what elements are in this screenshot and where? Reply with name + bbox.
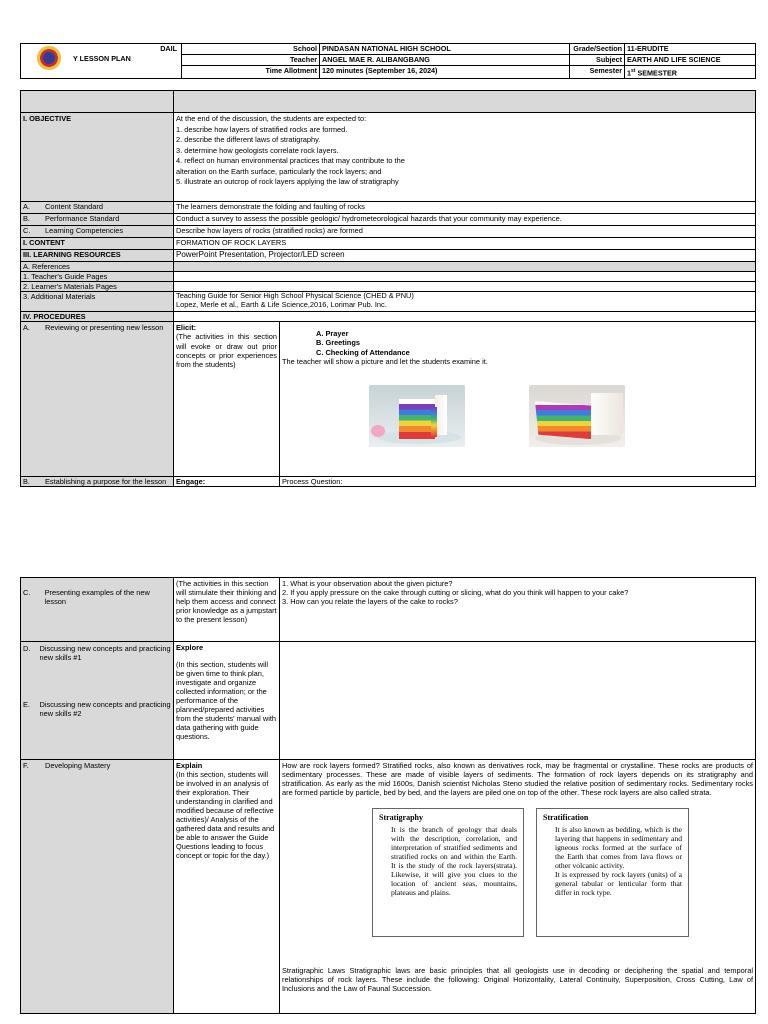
objective-item: 3. determine how geologists correlate rock layers. xyxy=(176,145,339,155)
reviewing-lesson-label: A. Reviewing or presenting new lesson xyxy=(21,322,174,477)
references-value xyxy=(174,262,756,272)
objective-item: 4. reflect on human environmental practices that may contribute to the xyxy=(176,156,405,166)
stratification-text-1: It is also known as bedding, which is the layering that happens in sedimentary and igneous rocks formed at the surface of the Earth that comes from lava flows or other volcanic activity. xyxy=(555,824,682,871)
explain-cell xyxy=(174,760,280,1014)
objective-cell xyxy=(174,113,756,202)
engage-description: (The activities in this section will stimulate their thinking and help them access and connect prior knowledge as a jumpstart to the present lesson) xyxy=(174,578,280,642)
checking-attendance: C. Checking of Attendance xyxy=(316,347,410,357)
resources-value: PowerPoint Presentation, Projector/LED screen xyxy=(174,250,756,262)
teacher-value: ANGEL MAE R. ALIBANGBANG xyxy=(320,55,570,66)
performance-standard-value: Conduct a survey to assess the possible geologic/ hydrometeorological hazards that your community may experience. xyxy=(174,214,756,226)
title-line1: DAIL xyxy=(160,44,177,53)
additional-materials-label: 3. Additional Materials xyxy=(21,292,174,312)
objective-label: I. OBJECTIVE xyxy=(21,113,174,202)
subject-value: EARTH AND LIFE SCIENCE xyxy=(625,55,756,66)
rock-layers-paragraph: How are rock layers formed? Stratified rocks, also known as derivatives rock, may be fragmental or crystalline. These rocks are products of sedimentary processes. These are made of visible layers of sediments. The formation of rock layers depends on its stratigraphy and stratification. As early as the mid 1600s, Danish scientist Nicholas Steno studied the relative position of sedimentary rocks. Sedimentary rocks are formed particle by particle, bed by bed, and the layers are piled one on top of the other. These rock layers are also called strata. xyxy=(282,761,753,798)
discussing-concepts-1-label: D. Discussing new concepts and practicing new skills #1 xyxy=(23,644,171,663)
lesson-plan-table-page2 xyxy=(20,577,756,1014)
process-question-3: 3. How can you relate the layers of the cake to rocks? xyxy=(282,597,458,607)
deped-seal-icon xyxy=(37,46,61,70)
stratification-box xyxy=(536,808,689,937)
stratigraphy-box xyxy=(372,808,524,937)
engage-title: Engage: xyxy=(174,477,280,487)
process-questions-cell xyxy=(280,578,756,642)
explain-content-cell xyxy=(280,760,756,1014)
content-label: I. CONTENT xyxy=(21,238,174,250)
stratigraphy-text: It is the branch of geology that deals with the description, correlation, and interpretation of stratified sediments and stratified rocks on and within the Earth. It is the study of the rock layers(strata). Likewise, it will give you clues to the location of ancient seas, mountains, plateaus and plains. xyxy=(391,824,517,898)
stratigraphy-title: Stratigraphy xyxy=(379,813,423,822)
teacher-label: Teacher xyxy=(182,55,320,66)
teachers-guide-label: 1. Teacher's Guide Pages xyxy=(21,272,174,282)
school-value: PINDASAN NATIONAL HIGH SCHOOL xyxy=(320,44,570,55)
semester-value: 1st SEMESTER xyxy=(625,66,756,79)
lesson-plan-table-page1 xyxy=(20,90,756,487)
learning-competencies-value: Describe how layers of rocks (stratified rocks) are formed xyxy=(174,226,756,238)
stratigraphic-laws-paragraph: Stratigraphic Laws Stratigraphic laws are basic principles that all geologists use in decoding or deciphering the spatial and temporal relationships of rock layers. These include the following: Original Horizontality, Lateral Continuity, Superposition, Cross Cutting, Law of Inclusions and the Law of Faunal Succession. xyxy=(282,966,753,994)
rainbow-cake-photo-1 xyxy=(369,385,465,447)
learners-materials-label: 2. Learner's Materials Pages xyxy=(21,282,174,292)
additional-material-1: Teaching Guide for Senior High School Physical Science (CHED & PNU) xyxy=(176,291,414,301)
establishing-purpose-label: B. Establishing a purpose for the lesson xyxy=(21,477,174,487)
objective-item: alteration on the Earth surface, particularly the rock layers; and xyxy=(176,166,382,176)
teacher-action: The teacher will show a picture and let the students examine it. xyxy=(282,356,488,366)
grade-label: Grade/Section xyxy=(570,44,625,55)
learning-competencies-label: C. Learning Competencies xyxy=(21,226,174,238)
school-label: School xyxy=(182,44,320,55)
content-standard-value: The learners demonstrate the folding and faulting of rocks xyxy=(174,202,756,214)
elicit-title: Elicit: xyxy=(176,323,197,333)
subject-label: Subject xyxy=(570,55,625,66)
presenting-examples-label: C. Presenting examples of the new lesson xyxy=(21,578,174,642)
title-line2: Y LESSON PLAN xyxy=(73,54,131,63)
teachers-guide-value xyxy=(174,272,756,282)
discussing-concepts-2-label: E. Discussing new concepts and practicing new skills #2 xyxy=(23,700,171,719)
additional-materials-value xyxy=(174,292,756,312)
greetings: B. Greetings xyxy=(316,338,360,348)
process-question-1: 1. What is your observation about the given picture? xyxy=(282,579,453,588)
elicit-activity-cell xyxy=(280,322,756,477)
header-title-cell xyxy=(21,44,182,79)
header-table xyxy=(20,43,756,79)
procedures-value xyxy=(174,312,756,322)
semester-label: Semester xyxy=(570,66,625,79)
resources-label: III. LEARNING RESOURCES xyxy=(21,250,174,262)
explore-activity-cell xyxy=(280,642,756,760)
discussing-concepts-cell xyxy=(21,642,174,760)
stratification-title: Stratification xyxy=(543,813,589,822)
procedures-label: IV. PROCEDURES xyxy=(21,312,174,322)
additional-material-2: Lopez, Merle et al., Earth & Life Science,2016, Lorimar Pub. Inc. xyxy=(176,299,387,309)
content-standard-label: A. Content Standard xyxy=(21,202,174,214)
time-value: 120 minutes (September 16, 2024) xyxy=(320,66,570,79)
learners-materials-value xyxy=(174,282,756,292)
process-question-2: 2. If you apply pressure on the cake through cutting or slicing, what do you think will happen to your cake? xyxy=(282,588,629,598)
performance-standard-label: B. Performance Standard xyxy=(21,214,174,226)
explain-title: Explain xyxy=(176,761,203,770)
elicit-description: (The activities in this section will evoke or draw out prior concepts or prior experiences from the students) xyxy=(176,332,277,370)
prayer: A. Prayer xyxy=(316,329,349,339)
explore-title: Explore xyxy=(176,643,204,652)
developing-mastery-label: F. Developing Mastery xyxy=(21,760,174,1014)
rainbow-cake-photo-2 xyxy=(529,385,625,447)
gray-header-left xyxy=(21,91,174,113)
objective-item: 5. illustrate an outcrop of rock layers applying the law of stratigraphy xyxy=(176,177,399,187)
time-label: Time Allotment xyxy=(182,66,320,79)
grade-value: 11-ERUDITE xyxy=(625,44,756,55)
process-question: Process Question: xyxy=(280,477,756,487)
content-value: FORMATION OF ROCK LAYERS xyxy=(174,238,756,250)
elicit-cell xyxy=(174,322,280,477)
gray-header-right xyxy=(174,91,756,113)
objective-item: 2. describe the different laws of stratigraphy. xyxy=(176,135,321,145)
stratification-text-2: It is expressed by rock layers (units) of a general tabular or lenticular form that differ in rock type. xyxy=(555,870,682,898)
objective-item: 1. describe how layers of stratified rocks are formed. xyxy=(176,124,348,134)
references-label: A. References xyxy=(21,262,174,272)
explore-description: (In this section, students will be given time to think plan, investigate and organize collected information; or the performance of the planned/prepared activities from the students' manual with data gathering with guide questions. xyxy=(176,660,277,742)
objective-intro: At the end of the discussion, the students are expected to: xyxy=(176,114,367,123)
explore-cell xyxy=(174,642,280,760)
explain-description: (In this section, students will be involved in an analysis of their exploration. Their understanding in clarified and modified because of reflective activities)/ Analysis of the gathered data and results and be able to answer the Guide Questions leading to focus concept or topic for the day.) xyxy=(176,770,275,861)
